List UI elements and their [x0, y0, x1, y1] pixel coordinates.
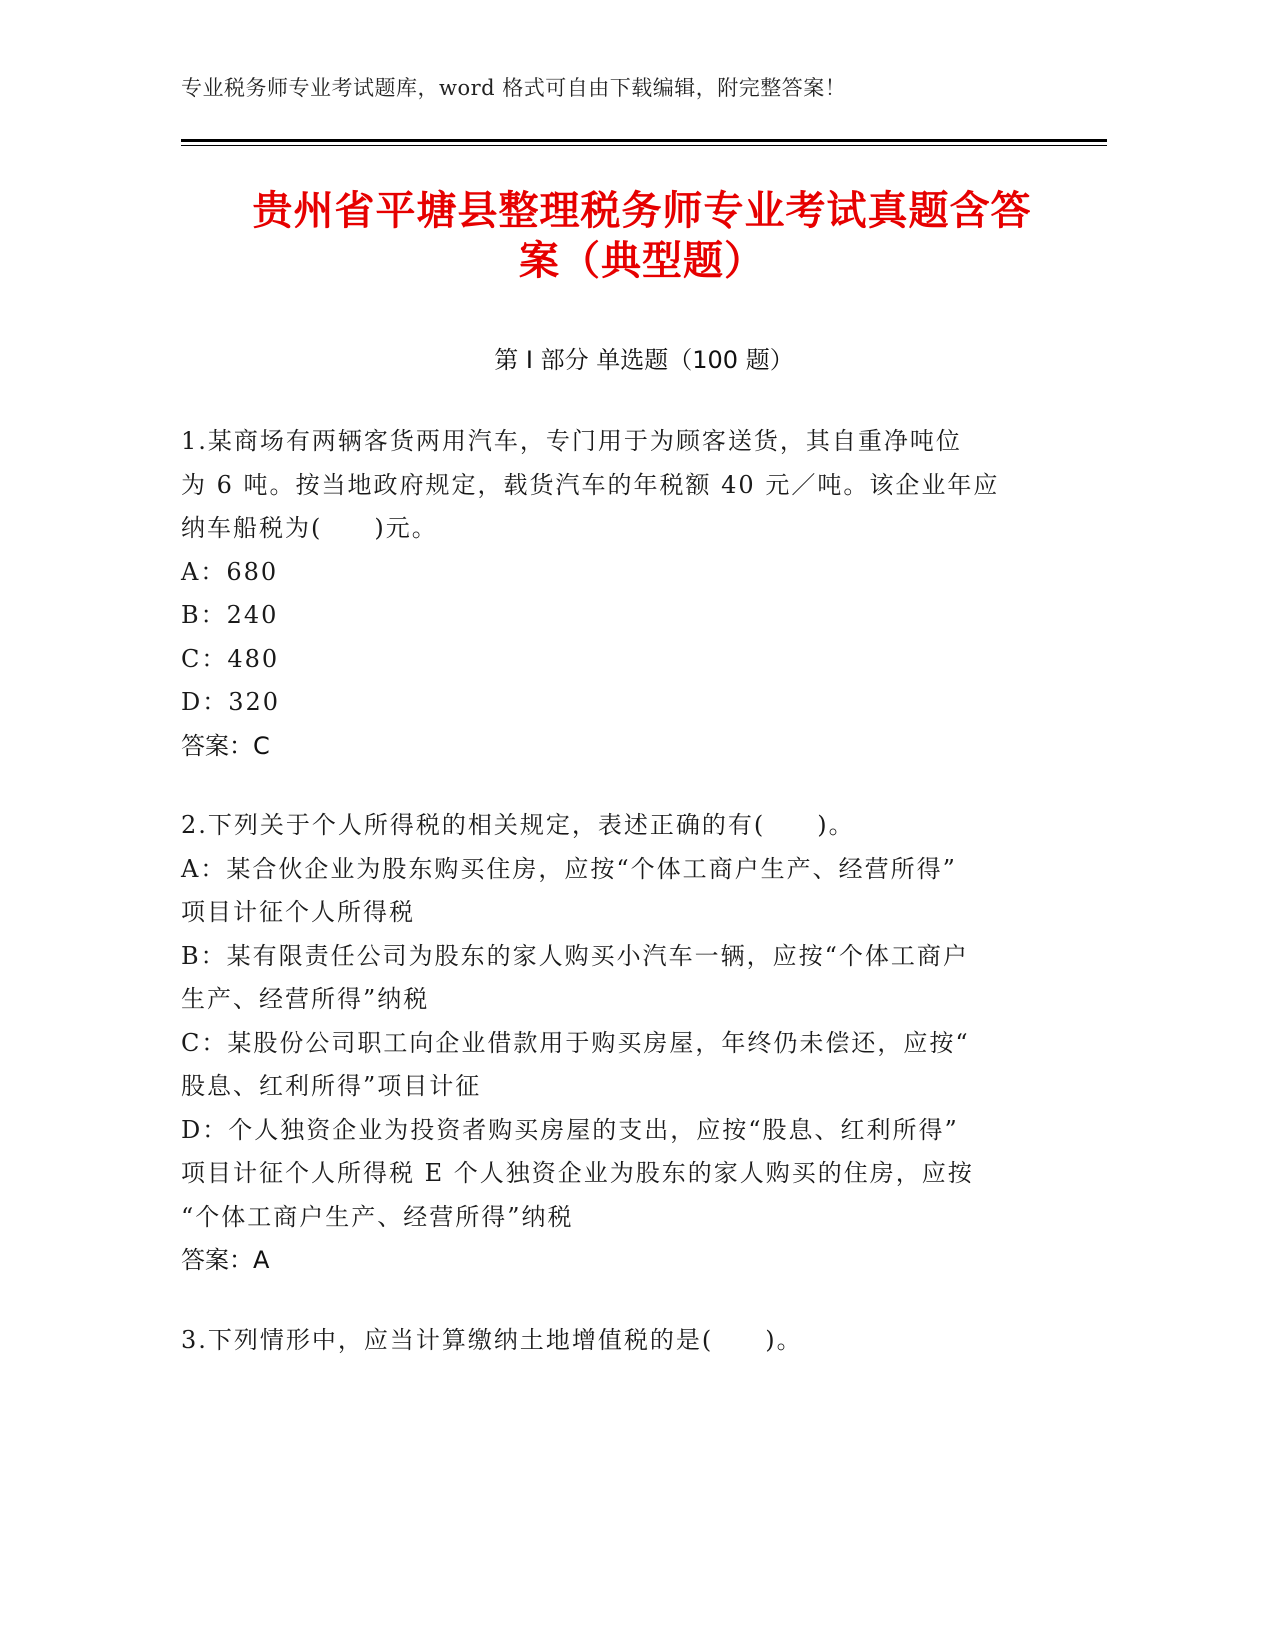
option-text-line: 生产、经营所得”纳税 — [181, 985, 430, 1013]
option-text-line: 股息、红利所得”项目计征 — [181, 1072, 482, 1100]
document-title — [170, 186, 1114, 286]
option-text-line: 项目计征个人所得税 E 个人独资企业为股东的家人购买的住房，应按 — [181, 1159, 974, 1187]
option-item — [181, 681, 1041, 725]
question-block — [181, 420, 1041, 768]
answer-label: 答案：A — [181, 1246, 270, 1274]
question-list — [181, 420, 1041, 1398]
header-rule-thick — [181, 139, 1107, 142]
option-text-line: C：480 — [181, 644, 280, 673]
answer-label: 答案：C — [181, 731, 270, 760]
option-text-line: D：个人独资企业为投资者购买房屋的支出，应按“股息、红利所得” — [181, 1115, 959, 1144]
option-item — [181, 594, 1041, 638]
question-stem-line: 为 6 吨。按当地政府规定，载货汽车的年税额 40 元／吨。该企业年应 — [181, 470, 1000, 499]
option-item — [181, 1109, 1041, 1240]
question-block — [181, 1319, 1041, 1363]
document-title-line-1: 贵州省平塘县整理税务师专业考试真题含答 — [252, 188, 1032, 234]
question-stem-line: 纳车船税为( )元。 — [181, 514, 438, 542]
option-text-line: A：680 — [181, 557, 279, 586]
question-stem-line: 3.下列情形中，应当计算缴纳土地增值税的是( )。 — [181, 1325, 803, 1354]
question-stem-line: 2.下列关于个人所得税的相关规定，表述正确的有( )。 — [181, 811, 855, 839]
header-rule-thin — [181, 145, 1107, 146]
option-item — [181, 935, 1041, 1022]
section-heading: 第 I 部分 单选题（100 题） — [494, 346, 794, 374]
option-text-line: “个体工商户生产、经营所得”纳税 — [181, 1202, 574, 1231]
option-text-line: B：240 — [181, 601, 279, 629]
option-item — [181, 551, 1041, 595]
question-block — [181, 804, 1041, 1283]
header-note: 专业税务师专业考试题库，word 格式可自由下载编辑，附完整答案！ — [181, 76, 847, 100]
option-text-line: B：某有限责任公司为股东的家人购买小汽车一辆，应按“个体工商户 — [181, 941, 969, 970]
option-text-line: 项目计征个人所得税 — [181, 898, 415, 926]
option-text-line: C：某股份公司职工向企业借款用于购买房屋，年终仍未偿还，应按“ — [181, 1028, 970, 1057]
option-item — [181, 1022, 1041, 1109]
option-text-line: D：320 — [181, 688, 281, 716]
option-item — [181, 848, 1041, 935]
option-text-line: A：某合伙企业为股东购买住房，应按“个体工商户生产、经营所得” — [181, 854, 957, 883]
question-stem-line: 1.某商场有两辆客货两用汽车，专门用于为顾客送货，其自重净吨位 — [181, 427, 962, 455]
document-title-line-2: 案（典型题） — [519, 238, 765, 284]
option-item — [181, 638, 1041, 682]
